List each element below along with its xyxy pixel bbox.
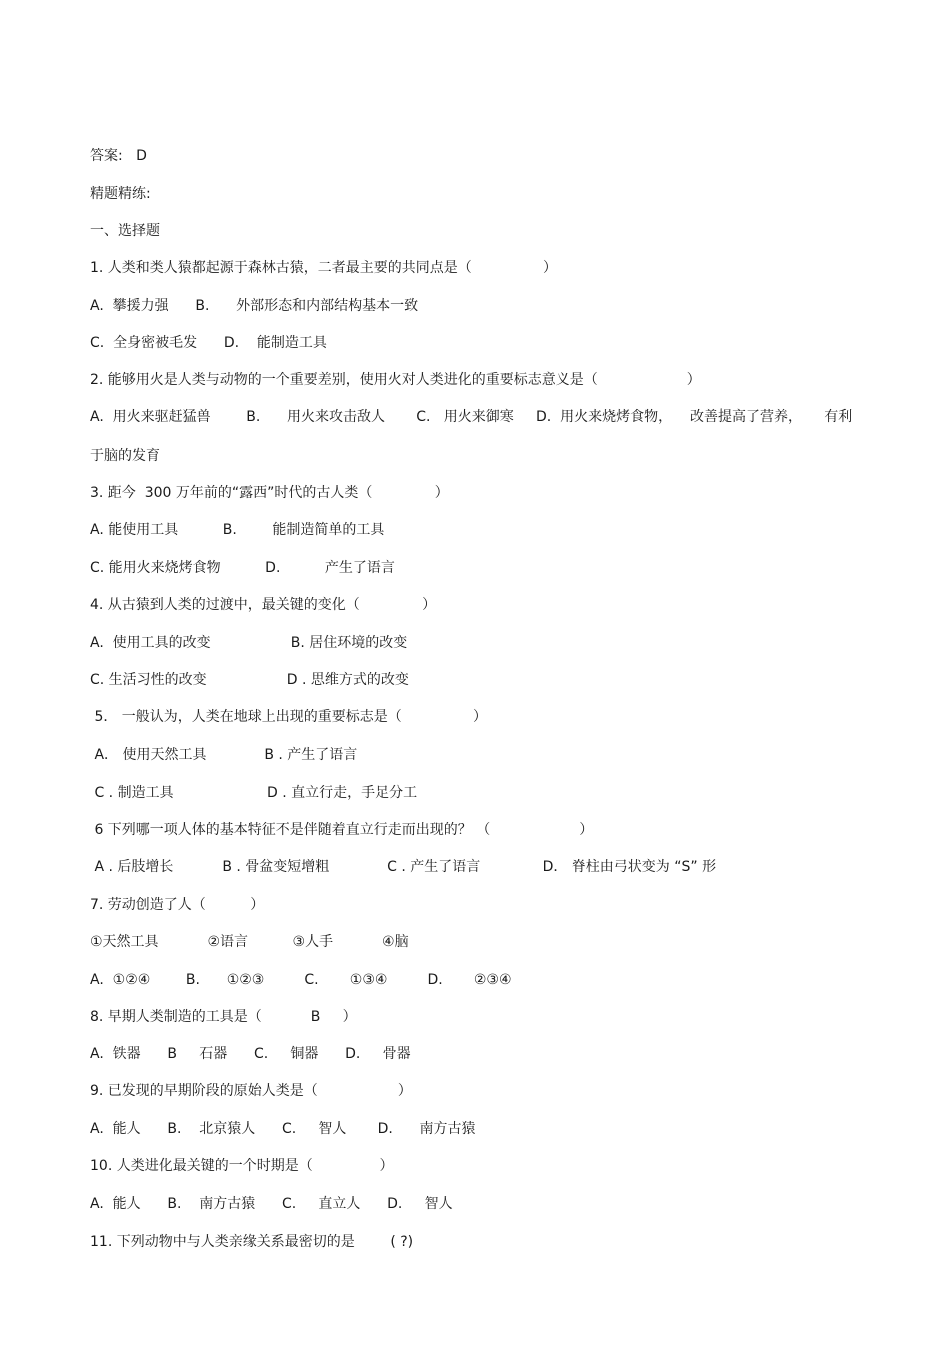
question-2-options-cont: 于脑的发育 [90, 448, 160, 464]
question-4: 4. 从古猿到人类的过渡中，最关键的变化（ ） [90, 597, 437, 613]
question-3-options-cd: C. 能用火来烧烤食物 D. 产生了语言 [90, 560, 395, 576]
question-7-options: A. ①②④ B. ①②③ C. ①③④ D. ②③④ [90, 972, 512, 988]
question-9-options: A. 能人 B. 北京猿人 C. 智人 D. 南方古猿 [90, 1121, 476, 1137]
question-1-options-ab: A. 攀援力强 B. 外部形态和内部结构基本一致 [90, 298, 419, 314]
question-8: 8. 早期人类制造的工具是（ B ） [90, 1009, 357, 1025]
question-7-items: ①天然工具 ②语言 ③人手 ④脑 [90, 934, 409, 950]
question-10-options: A. 能人 B. 南方古猿 C. 直立人 D. 智人 [90, 1196, 453, 1212]
question-4-options-ab: A. 使用工具的改变 B. 居住环境的改变 [90, 635, 408, 651]
question-6-options: A . 后肢增长 B . 骨盆变短增粗 C . 产生了语言 D． 脊柱由弓状变为 “S” 形 [90, 859, 717, 875]
question-1-options-cd: C. 全身密被毛发 D. 能制造工具 [90, 335, 327, 351]
question-11: 11. 下列动物中与人类亲缘关系最密切的是 ( ?) [90, 1234, 414, 1250]
answer-line: 答案: D [90, 148, 147, 164]
question-10: 10. 人类进化最关键的一个时期是（ ） [90, 1158, 394, 1174]
question-3: 3. 距今 300 万年前的“露西”时代的古人类（ ） [90, 485, 449, 501]
question-4-options-cd: C. 生活习性的改变 D . 思维方式的改变 [90, 672, 409, 688]
question-9: 9. 已发现的早期阶段的原始人类是（ ） [90, 1083, 412, 1099]
subsection-heading: 一、选择题 [90, 223, 160, 239]
question-5-options-cd: C . 制造工具 D . 直立行走，手足分工 [90, 785, 418, 801]
question-2: 2. 能够用火是人类与动物的一个重要差别，使用火对人类进化的重要标志意义是（ ） [90, 372, 701, 388]
section-heading: 精题精练: [90, 186, 151, 202]
question-7: 7. 劳动创造了人（ ） [90, 897, 265, 913]
question-8-options: A. 铁器 B 石器 C. 铜器 D. 骨器 [90, 1046, 411, 1062]
question-5-options-ab: A． 使用天然工具 B . 产生了语言 [90, 747, 358, 763]
question-1: 1. 人类和类人猿都起源于森林古猿，二者最主要的共同点是（ ） [90, 260, 558, 276]
question-5: 5． 一般认为，人类在地球上出现的重要标志是（ ） [90, 709, 488, 725]
question-6: 6 下列哪一项人体的基本特征不是伴随着直立行走而出现的？ （ ） [90, 822, 594, 838]
question-3-options-ab: A. 能使用工具 B. 能制造简单的工具 [90, 522, 385, 538]
question-2-options: A. 用火来驱赶猛兽 B. 用火来攻击敌人 C. 用火来御寒 D. 用火来烧烤食物， 改善提高了营养， 有利 [90, 409, 853, 425]
